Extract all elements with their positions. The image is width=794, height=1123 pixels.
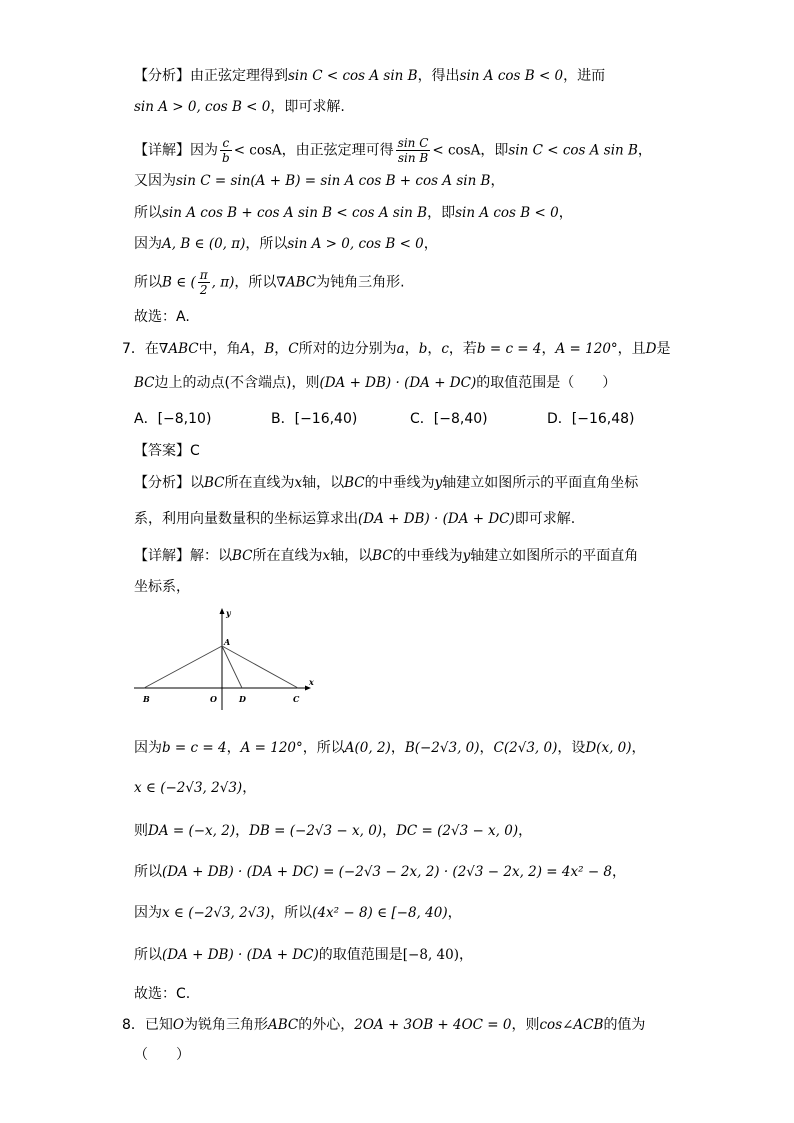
answer-tag: 【答案】 (134, 443, 190, 459)
q6-analysis-line-2: sin A > 0, cos B < 0，即可求解. (134, 99, 345, 115)
label-D: D (239, 694, 246, 704)
y-axis-arrow (220, 608, 225, 614)
segment-AB (144, 646, 222, 688)
fraction: $\frac{\pi}{2}$ (199, 268, 208, 297)
option-a[interactable]: A．[−8,10) (134, 411, 212, 427)
q7-step-1: 因为b = c = 4，A = 120°，所以A(0, 2)，B(−2√3, 0)，C(2√3, 0)，设D(x, 0)， (134, 740, 646, 756)
q8-stem-line-1: 8．已知O为锐角三角形ABC的外心，2OA + 3OB + 4OC = 0，则cos∠ACB的值为 (122, 1017, 646, 1033)
q7-choice: 故选：C. (134, 986, 191, 1002)
q7-detail-line-2: 坐标系， (134, 579, 190, 595)
label-C: C (293, 694, 300, 704)
fraction: $\frac{c}{b}$ (222, 136, 230, 165)
q7-stem-line-1: 7．在∇ABC中，角A，B，C所对的边分别为a，b，c，若b = c = 4，A = 120°，且D是 (122, 341, 671, 357)
q7-step-4: 所以(DA + DB) · (DA + DC) = (−2√3 − 2x, 2) · (2√3 − 2x, 2) = 4x² − 8， (134, 864, 627, 880)
label-O: O (210, 694, 217, 704)
detail-tag: 【详解】 (134, 142, 190, 159)
q6-choice: 故选：A. (134, 309, 190, 325)
label-x: x (309, 677, 314, 687)
q7-analysis-line-2: 系，利用向量数量积的坐标运算求出(DA + DB) · (DA + DC)即可求解. (134, 511, 576, 527)
q7-step-6: 所以(DA + DB) · (DA + DC)的取值范围是[−8, 40)， (134, 947, 473, 963)
segment-AC (222, 646, 298, 688)
label-A: A (224, 637, 231, 647)
q6-detail-line-2: 又因为sin C = sin(A + B) = sin A cos B + cos A sin B， (134, 173, 505, 189)
q7-step-5: 因为x ∈ (−2√3, 2√3)，所以(4x² − 8) ∈ [−8, 40)， (134, 905, 462, 921)
coordinate-figure (130, 606, 330, 716)
detail-tag: 【详解】 (134, 548, 190, 564)
q6-detail-line-3: 所以sin A cos B + cos A sin B < cos A sin B，即sin A cos B < 0， (134, 205, 573, 221)
fraction: $\frac{\text{sin C}}{\text{sin B}}$ (397, 136, 429, 165)
segment-AD (222, 646, 242, 688)
q7-stem-line-2: BC边上的动点(不含端点)，则(DA + DB) · (DA + DC)的取值范围是（ ） (134, 375, 617, 391)
q7-answer: 【答案】C (134, 443, 200, 459)
option-d[interactable]: D．[−16,48) (547, 411, 635, 427)
q6-analysis-line-1: 【分析】由正弦定理得到sin C < cos A sin B，得出sin A cos B < 0，进而 (134, 68, 606, 84)
analysis-tag: 【分析】 (134, 475, 190, 491)
option-c[interactable]: C．[−8,40) (410, 411, 488, 427)
q7-analysis-line-1: 【分析】以BC所在直线为x轴，以BC的中垂线为y轴建立如图所示的平面直角坐标 (134, 475, 639, 491)
q6-detail-line-4: 因为A, B ∈ (0, π)，所以sin A > 0, cos B < 0， (134, 236, 438, 252)
q7-step-3: 则DA = (−x, 2)，DB = (−2√3 − x, 0)，DC = (2√3 − x, 0)， (134, 823, 533, 839)
q6-detail-line-1: 【详解】因为 $\frac{c}{b}$ < cosA，由正弦定理可得 $\frac{\text{sin C}}{\text{sin B}}$ < cosA，即sin C < cos A sin B， (134, 136, 652, 165)
analysis-tag: 【分析】 (134, 68, 190, 84)
q6-detail-line-5: 所以B ∈ ( $\frac{\pi}{2}$ , π)，所以∇ABC为钝角三角形. (134, 268, 405, 297)
q7-step-2: x ∈ (−2√3, 2√3)， (134, 780, 257, 796)
label-y: y (226, 608, 231, 618)
q7-detail-line-1: 【详解】解：以BC所在直线为x轴，以BC的中垂线为y轴建立如图所示的平面直角 (134, 548, 639, 564)
q8-stem-line-2: （ ） (134, 1047, 190, 1063)
label-B: B (143, 694, 150, 704)
option-b[interactable]: B．[−16,40) (271, 411, 358, 427)
